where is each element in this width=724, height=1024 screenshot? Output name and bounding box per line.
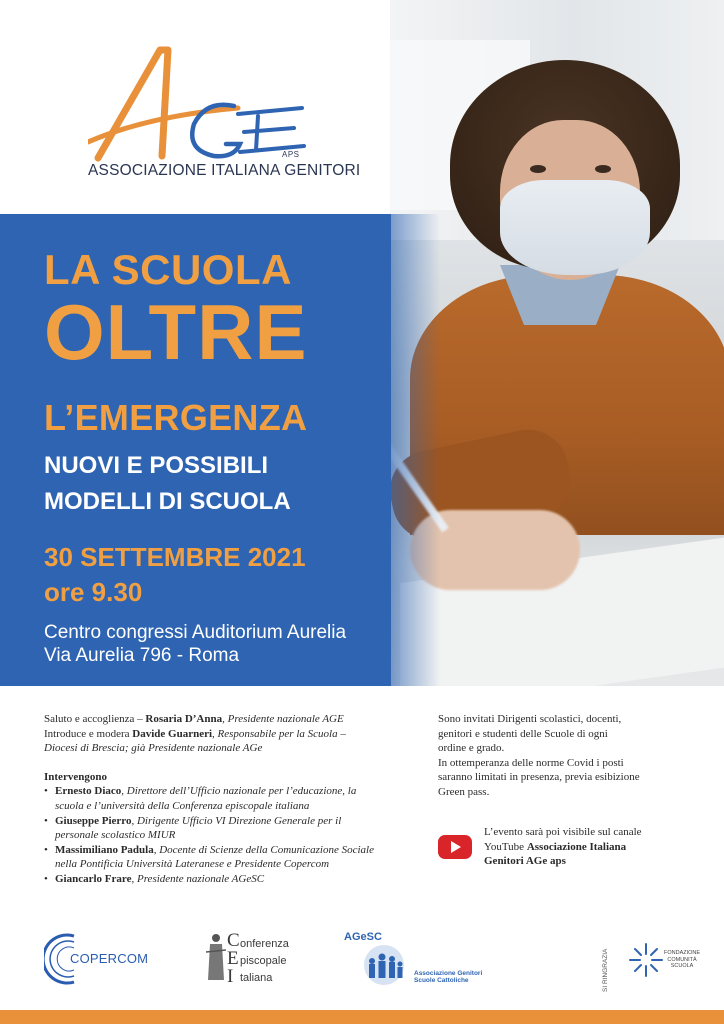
greeting-name: Rosaria D’Anna <box>145 713 223 725</box>
speaker-item: • Ernesto Diaco, Direttore dell’Ufficio nazionale per l’educazione, la scuola e l’università della Conferenza episcopale italiana <box>44 784 414 813</box>
youtube-note: L’evento sarà poi visibile sul canale YouTube Associazione Italiana Genitori AGe aps <box>484 826 642 868</box>
event-time: ore 9.30 <box>44 577 143 607</box>
program-column: Saluto e accoglienza – Rosaria D’Anna, Presidente nazionale AGE Introduce e modera Davide Guarneri, Responsabile per la Scuola – Diocesi di Brescia; già Presidente nazionale AGe Intervengono • Ernesto Diaco, Direttore dell’Ufficio nazionale per l’educazione, la scuola e l’università della Conferenza episcopale italiana • Giuseppe Pierro, Dirigente Ufficio VI Direzione Generale per il personale scolastico MIUR • Massimiliano Padula, Docente di Scienze della Comunicazione Sociale nella Pontificia Università Lateranese e Presidente Copercom • Giancarlo Frare, Presidente nazionale AGeSC <box>44 712 414 887</box>
speaker-item: • Giuseppe Pierro, Dirigente Ufficio VI Direzione Generale per il personale scolastico MIUR <box>44 814 414 843</box>
event-date: 30 SETTEMBRE 2021 <box>44 542 306 572</box>
speakers-list <box>44 784 414 886</box>
fondazione-label: FONDAZIONE COMUNITÀ SCUOLA <box>664 950 701 969</box>
title-line-3: L’EMERGENZA <box>44 397 308 438</box>
logo-association-name: ASSOCIAZIONE ITALIANA GENITORI <box>88 162 361 179</box>
subtitle-line-2: MODELLI DI SCUOLA <box>44 488 291 515</box>
info-column: Sono invitati Dirigenti scolastici, docenti, genitori e studenti delle Scuole di ogni ordine e grado. In ottemperanza delle norme Covid i posti saranno limitati in presenza, previa esibizione Green pass. <box>438 713 640 798</box>
student-photo <box>390 0 724 686</box>
face-mask <box>500 180 650 275</box>
fondazione-star-icon <box>626 940 666 980</box>
youtube-icon <box>438 835 472 859</box>
copercom-label: COPERCOM <box>70 951 149 966</box>
intro-line: Introduce e modera Davide Guarneri, Responsabile per la Scuola – <box>44 727 346 740</box>
agesc-title: AGeSC <box>344 931 382 943</box>
footer-bar <box>0 1010 724 1024</box>
event-address: Via Aurelia 796 - Roma <box>44 645 240 666</box>
cei-figure-icon <box>206 932 226 984</box>
subtitle-line-1: NUOVI E POSSIBILI <box>44 452 269 479</box>
title-line-1: LA SCUOLA <box>44 246 292 293</box>
event-venue: Centro congressi Auditorium Aurelia <box>44 622 347 643</box>
greeting-line: Saluto e accoglienza – Rosaria D’Anna, Presidente nazionale AGE <box>44 713 344 725</box>
thanks-label: SI RINGRAZIA <box>602 948 609 992</box>
title-line-2: OLTRE <box>44 288 308 376</box>
speaker-item: • Massimiliano Padula, Docente di Scienze della Comunicazione Sociale nella Pontificia Università Lateranese e Presidente Copercom <box>44 843 414 872</box>
logo-aps: APS <box>282 150 300 159</box>
agesc-subtitle: Associazione Genitori Scuole Cattoliche <box>414 970 483 984</box>
intro-name: Davide Guarneri <box>132 727 213 740</box>
speaker-item: • Giancarlo Frare, Presidente nazionale AGeSC <box>44 872 414 887</box>
speakers-heading: Intervengono <box>44 770 107 783</box>
